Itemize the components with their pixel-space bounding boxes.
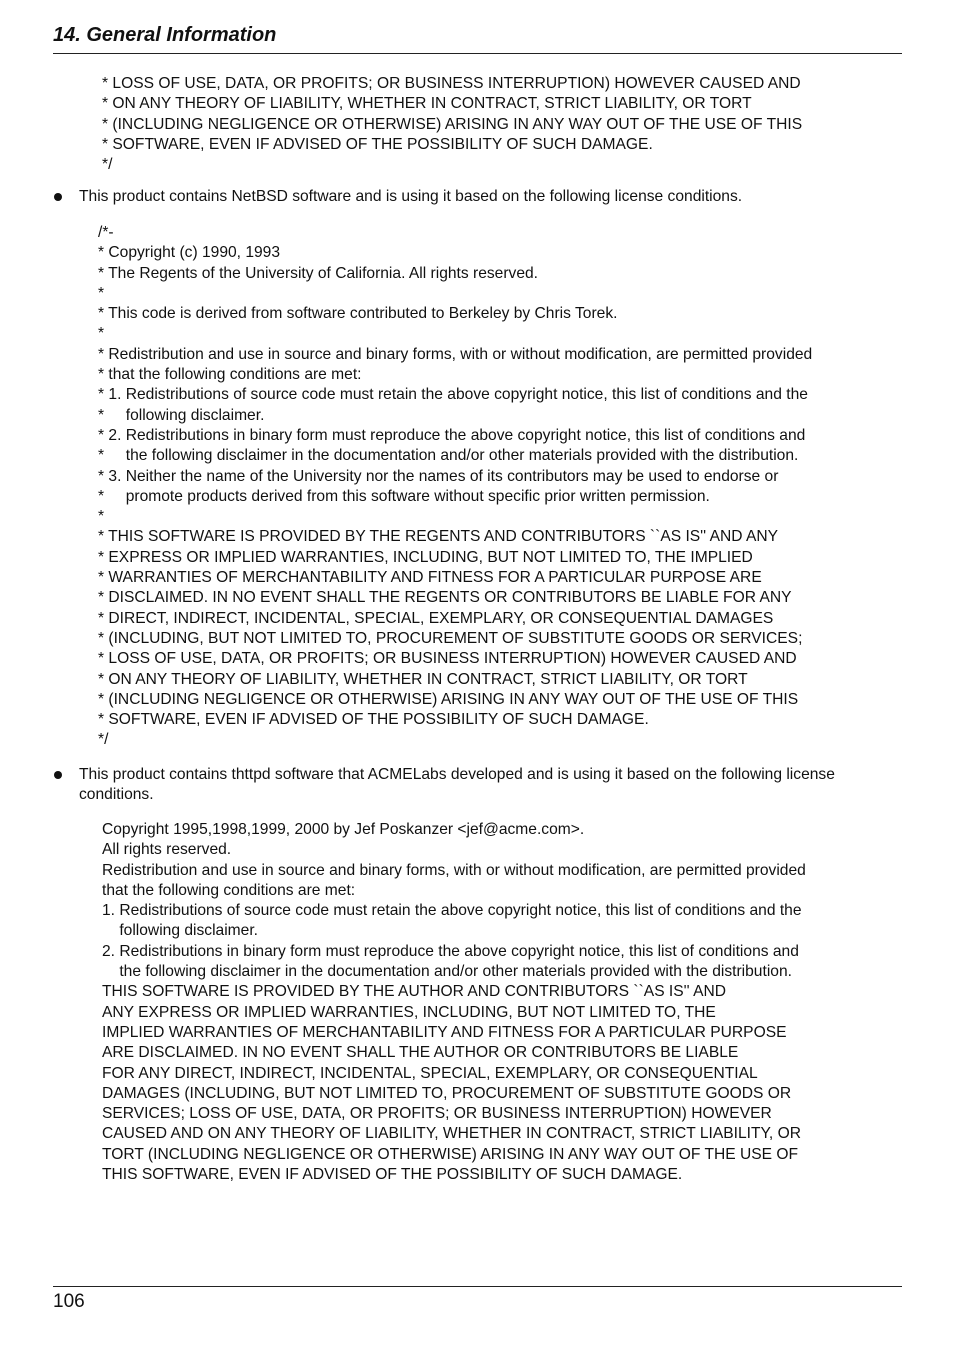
- license-line: All rights reserved.: [102, 841, 232, 859]
- netbsd-license-block: [98, 223, 812, 751]
- license-line: ARE DISCLAIMED. IN NO EVENT SHALL THE AUTHOR OR CONTRIBUTORS BE LIABLE: [102, 1044, 739, 1062]
- license-line: * (INCLUDING NEGLIGENCE OR OTHERWISE) ARISING IN ANY WAY OUT OF THE USE OF THIS: [102, 115, 803, 133]
- license-line: ANY EXPRESS OR IMPLIED WARRANTIES, INCLUDING, BUT NOT LIMITED TO, THE: [102, 1003, 716, 1021]
- license-line: * SOFTWARE, EVEN IF ADVISED OF THE POSSIBILITY OF SUCH DAMAGE.: [98, 711, 649, 729]
- license-line: * (INCLUDING NEGLIGENCE OR OTHERWISE) ARISING IN ANY WAY OUT OF THE USE OF THIS: [98, 690, 799, 708]
- license-line: * WARRANTIES OF MERCHANTABILITY AND FITNESS FOR A PARTICULAR PURPOSE ARE: [98, 569, 762, 587]
- license-line: /*-: [98, 224, 114, 241]
- thttpd-intro: [79, 765, 899, 805]
- license-line: Redistribution and use in source and binary forms, with or without modification, are permitted provided: [102, 861, 806, 879]
- license-line: THIS SOFTWARE, EVEN IF ADVISED OF THE POSSIBILITY OF SUCH DAMAGE.: [102, 1166, 683, 1184]
- thttpd-license-block: [102, 820, 806, 1185]
- section-title: 14. General Information: [53, 24, 277, 46]
- license-line: * EXPRESS OR IMPLIED WARRANTIES, INCLUDING, BUT NOT LIMITED TO, THE IMPLIED: [98, 548, 753, 566]
- license-line: SERVICES; LOSS OF USE, DATA, OR PROFITS; OR BUSINESS INTERRUPTION) HOWEVER: [102, 1105, 772, 1123]
- license-line: * Redistribution and use in source and binary forms, with or without modification, are permitted provided: [98, 345, 813, 363]
- license-line: * THIS SOFTWARE IS PROVIDED BY THE REGENTS AND CONTRIBUTORS ``AS IS'' AND ANY: [98, 528, 779, 546]
- thttpd-intro-line-2: conditions.: [79, 786, 154, 803]
- license-line: FOR ANY DIRECT, INDIRECT, INCIDENTAL, SPECIAL, EXEMPLARY, OR CONSEQUENTIAL: [102, 1064, 758, 1082]
- license-line: Copyright 1995,1998,1999, 2000 by Jef Poskanzer <jef@acme.com>.: [102, 821, 585, 838]
- license-line: * 3. Neither the name of the University nor the names of its contributors may be used to endorse or: [98, 467, 779, 485]
- bullet-netbsd-icon: [54, 193, 62, 201]
- license-line: that the following conditions are met:: [102, 881, 356, 899]
- license-line: * SOFTWARE, EVEN IF ADVISED OF THE POSSIBILITY OF SUCH DAMAGE.: [102, 135, 653, 153]
- license-line: * 1. Redistributions of source code must retain the above copyright notice, this list of conditions and the: [98, 386, 808, 404]
- page-header: [53, 22, 902, 54]
- license-line: following disclaimer.: [102, 922, 258, 940]
- license-line: CAUSED AND ON ANY THEORY OF LIABILITY, WHETHER IN CONTRACT, STRICT LIABILITY, OR: [102, 1125, 801, 1143]
- license-line: * DIRECT, INDIRECT, INCIDENTAL, SPECIAL, EXEMPLARY, OR CONSEQUENTIAL DAMAGES: [98, 609, 774, 627]
- license-line: * Copyright (c) 1990, 1993: [98, 244, 281, 262]
- license-line: TORT (INCLUDING NEGLIGENCE OR OTHERWISE) ARISING IN ANY WAY OUT OF THE USE OF: [102, 1145, 799, 1163]
- license-line: * promote products derived from this software without specific prior written permission.: [98, 487, 710, 505]
- license-line: 1. Redistributions of source code must retain the above copyright notice, this list of conditions and the: [102, 902, 802, 920]
- netbsd-intro: This product contains NetBSD software and is using it based on the following license conditions.: [79, 188, 743, 205]
- license-line: */: [102, 156, 113, 174]
- license-line: *: [98, 325, 105, 343]
- bullet-thttpd-icon: [54, 771, 62, 779]
- license-line: *: [98, 284, 105, 302]
- thttpd-intro-line-1: This product contains thttpd software that ACMELabs developed and is using it based on the following license: [79, 766, 835, 783]
- license-line: THIS SOFTWARE IS PROVIDED BY THE AUTHOR AND CONTRIBUTORS ``AS IS'' AND: [102, 983, 727, 1001]
- license-line: * ON ANY THEORY OF LIABILITY, WHETHER IN CONTRACT, STRICT LIABILITY, OR TORT: [102, 95, 752, 113]
- license-line: * LOSS OF USE, DATA, OR PROFITS; OR BUSINESS INTERRUPTION) HOWEVER CAUSED AND: [102, 75, 801, 92]
- license-line: */: [98, 731, 109, 749]
- page-footer: [53, 1286, 902, 1312]
- license-line: * ON ANY THEORY OF LIABILITY, WHETHER IN CONTRACT, STRICT LIABILITY, OR TORT: [98, 670, 748, 688]
- license-line: 2. Redistributions in binary form must reproduce the above copyright notice, this list of conditions and: [102, 942, 799, 960]
- license-line: * that the following conditions are met:: [98, 366, 362, 384]
- license-line: * The Regents of the University of California. All rights reserved.: [98, 264, 539, 282]
- license-line: DAMAGES (INCLUDING, BUT NOT LIMITED TO, PROCUREMENT OF SUBSTITUTE GOODS OR: [102, 1084, 792, 1102]
- license-line: *: [98, 508, 105, 526]
- license-line: IMPLIED WARRANTIES OF MERCHANTABILITY AND FITNESS FOR A PARTICULAR PURPOSE: [102, 1023, 787, 1041]
- license-line: the following disclaimer in the documentation and/or other materials provided with the distribution.: [102, 963, 792, 981]
- license-continuation-block: [102, 74, 802, 175]
- license-line: * 2. Redistributions in binary form must reproduce the above copyright notice, this list of conditions and: [98, 426, 806, 444]
- license-line: * This code is derived from software contributed to Berkeley by Chris Torek.: [98, 305, 618, 323]
- license-line: * DISCLAIMED. IN NO EVENT SHALL THE REGENTS OR CONTRIBUTORS BE LIABLE FOR ANY: [98, 589, 792, 607]
- license-line: * following disclaimer.: [98, 406, 265, 424]
- page-number: 106: [53, 1291, 85, 1312]
- license-line: * (INCLUDING, BUT NOT LIMITED TO, PROCUREMENT OF SUBSTITUTE GOODS OR SERVICES;: [98, 629, 803, 647]
- license-line: * LOSS OF USE, DATA, OR PROFITS; OR BUSINESS INTERRUPTION) HOWEVER CAUSED AND: [98, 650, 797, 668]
- license-line: * the following disclaimer in the documentation and/or other materials provided with the distribution.: [98, 447, 799, 465]
